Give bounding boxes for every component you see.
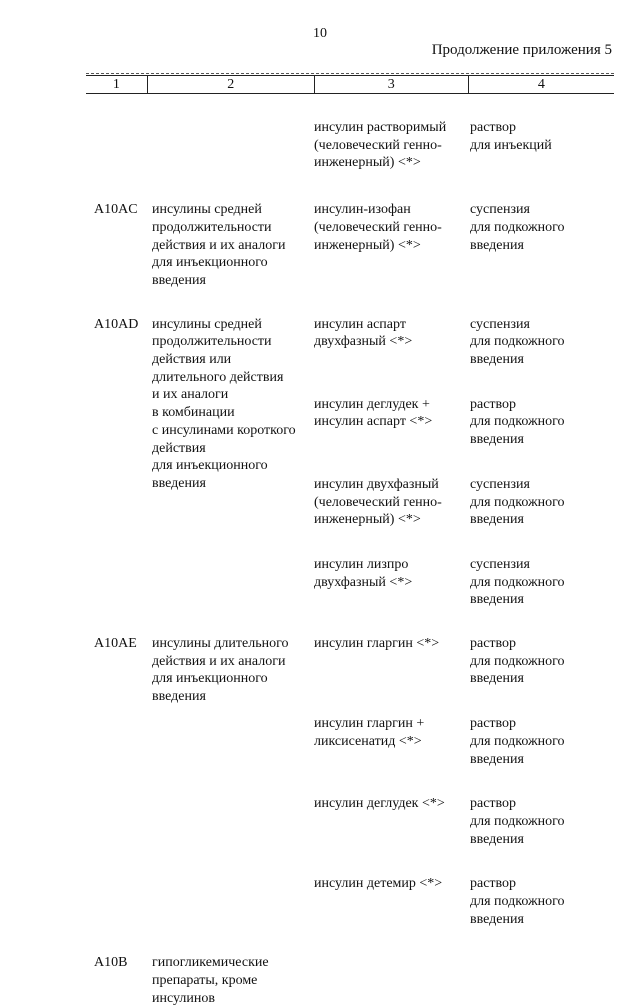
dosage-form-line: введения xyxy=(470,352,524,368)
drug-name xyxy=(314,635,470,688)
drug-name xyxy=(314,476,470,529)
dosage-form-line: для подкожного xyxy=(470,733,565,749)
group-name-line: введения xyxy=(152,272,206,288)
atc-code: A10AE xyxy=(94,636,137,652)
table-group xyxy=(0,119,640,172)
table-group xyxy=(0,954,640,1007)
group-name-line: действия и их аналоги xyxy=(152,237,286,253)
dosage-form xyxy=(470,875,620,928)
drug-name xyxy=(314,396,470,449)
group-name-line: продолжительности xyxy=(152,219,272,235)
drug-name-line: инсулин аспарт xyxy=(314,316,406,332)
atc-code: A10AC xyxy=(94,202,138,218)
dosage-form xyxy=(470,201,620,254)
dosage-form-line: для подкожного xyxy=(470,334,565,350)
drug-name-line: (человеческий генно- xyxy=(314,219,442,235)
drug-name-line: инсулин деглудек + xyxy=(314,396,430,412)
dosage-form-line: для подкожного xyxy=(470,653,565,669)
drug-name-line: инсулин растворимый xyxy=(314,120,447,135)
entries xyxy=(0,119,640,172)
group-name-line: инсулины средней xyxy=(152,202,262,218)
drug-name-line: инсулин гларгин + xyxy=(314,716,425,732)
dosage-form-line: введения xyxy=(470,751,524,767)
column-header-3: 3 xyxy=(314,76,468,94)
page-number: 10 xyxy=(313,26,327,41)
drug-name-line: ликсисенатид <*> xyxy=(314,733,422,749)
dosage-form-line: суспензия xyxy=(470,316,530,332)
group-name xyxy=(152,954,312,1007)
column-header-2: 2 xyxy=(147,76,314,94)
dosage-form-line: раствор xyxy=(470,396,517,412)
dosage-form xyxy=(470,316,620,369)
drug-name-line: инсулин двухфазный xyxy=(314,476,439,492)
table-group xyxy=(0,316,640,609)
dosage-form-line: введения xyxy=(470,911,524,927)
group-name xyxy=(152,201,312,290)
table-row xyxy=(0,119,640,172)
entries xyxy=(0,316,640,609)
group-name-line: действия и их аналоги xyxy=(152,653,286,669)
dosage-form xyxy=(470,396,620,449)
dosage-form-line: введения xyxy=(470,831,524,847)
group-name-line: инсулины средней xyxy=(152,316,262,332)
drug-name-line: (человеческий генно- xyxy=(314,494,442,510)
dosage-form-line: введения xyxy=(470,432,524,448)
atc-code: A10B xyxy=(94,955,128,971)
column-header-1: 1 xyxy=(86,76,147,94)
dosage-form-line: раствор xyxy=(470,876,517,892)
column-header-4: 4 xyxy=(468,76,614,94)
dosage-form-line: для подкожного xyxy=(470,813,565,829)
dosage-form-line: для подкожного xyxy=(470,494,565,510)
dosage-form-line: для подкожного xyxy=(470,574,565,590)
dosage-form-line: введения xyxy=(470,671,524,687)
dosage-form xyxy=(470,476,620,529)
group-name-line: препараты, кроме xyxy=(152,973,258,989)
table-row xyxy=(0,795,640,848)
entries xyxy=(0,635,640,928)
group-name-line: и их аналоги xyxy=(152,387,229,403)
table-row xyxy=(0,476,640,529)
group-name-line: инсулины длительного xyxy=(152,636,289,652)
dosage-form-line: раствор xyxy=(470,636,517,652)
dosage-form-line: суспензия xyxy=(470,202,530,218)
drug-name-line: двухфазный <*> xyxy=(314,334,413,350)
group-name-line: для инъекционного xyxy=(152,458,268,474)
drug-name xyxy=(314,875,470,928)
group-name-line: инсулинов xyxy=(152,990,215,1006)
table-group xyxy=(0,201,640,290)
group-name-line: введения xyxy=(152,689,206,705)
table-row xyxy=(0,715,640,768)
drug-name-line: (человеческий генно- xyxy=(314,137,442,153)
dosage-form xyxy=(470,715,620,768)
drug-name xyxy=(314,201,470,254)
dosage-form xyxy=(470,556,620,609)
table-row xyxy=(0,396,640,449)
dosage-form-line: для подкожного xyxy=(470,414,565,430)
drug-name-line: инсулин аспарт <*> xyxy=(314,414,433,430)
table-row xyxy=(0,875,640,928)
dosage-form-line: для инъекций xyxy=(470,137,552,153)
group-name-line: введения xyxy=(152,475,206,491)
header-divider xyxy=(86,73,614,74)
group-name-line: продолжительности xyxy=(152,334,272,350)
dosage-form xyxy=(470,795,620,848)
table-group xyxy=(0,635,640,928)
group-name xyxy=(152,316,312,493)
drug-name xyxy=(314,119,470,172)
dosage-form-line: введения xyxy=(470,592,524,608)
drug-name xyxy=(314,316,470,369)
drug-name xyxy=(314,556,470,609)
drug-name xyxy=(314,715,470,768)
group-name-line: для инъекционного xyxy=(152,255,268,271)
drug-name-line: инженерный) <*> xyxy=(314,237,421,253)
dosage-form xyxy=(470,119,620,172)
drug-name-line: двухфазный <*> xyxy=(314,574,413,590)
column-header-row xyxy=(86,75,614,94)
drug-name xyxy=(314,795,470,848)
table-row xyxy=(0,556,640,609)
dosage-form-line: для подкожного xyxy=(470,219,565,235)
group-name-line: действия или xyxy=(152,352,232,368)
dosage-form-line: раствор xyxy=(470,120,517,135)
group-name-line: для инъекционного xyxy=(152,671,268,687)
dosage-form-line: раствор xyxy=(470,716,517,732)
dosage-form-line: раствор xyxy=(470,796,517,812)
drug-name-line: инсулин гларгин <*> xyxy=(314,636,440,652)
atc-code: A10AD xyxy=(94,316,139,332)
group-name-line: длительного действия xyxy=(152,369,284,385)
drug-name-line: инсулин детемир <*> xyxy=(314,876,443,892)
group-name xyxy=(152,635,312,706)
group-name-line: с инсулинами короткого xyxy=(152,422,296,438)
group-name-line: действия xyxy=(152,440,206,456)
dosage-form xyxy=(470,635,620,688)
group-name-line: в комбинации xyxy=(152,405,235,421)
dosage-form-line: введения xyxy=(470,237,524,253)
drug-name-line: инсулин-изофан xyxy=(314,202,411,218)
drug-name-line: инженерный) <*> xyxy=(314,155,421,171)
drug-name-line: инженерный) <*> xyxy=(314,512,421,528)
dosage-form-line: суспензия xyxy=(470,476,530,492)
drug-name-line: инсулин деглудек <*> xyxy=(314,796,445,812)
table-body xyxy=(0,119,640,1008)
drug-name-line: инсулин лизпро xyxy=(314,556,409,572)
group-name-line: гипогликемические xyxy=(152,955,269,971)
continuation-title: Продолжение приложения 5 xyxy=(431,42,612,58)
dosage-form-line: введения xyxy=(470,512,524,528)
dosage-form-line: для подкожного xyxy=(470,894,565,910)
dosage-form-line: суспензия xyxy=(470,556,530,572)
